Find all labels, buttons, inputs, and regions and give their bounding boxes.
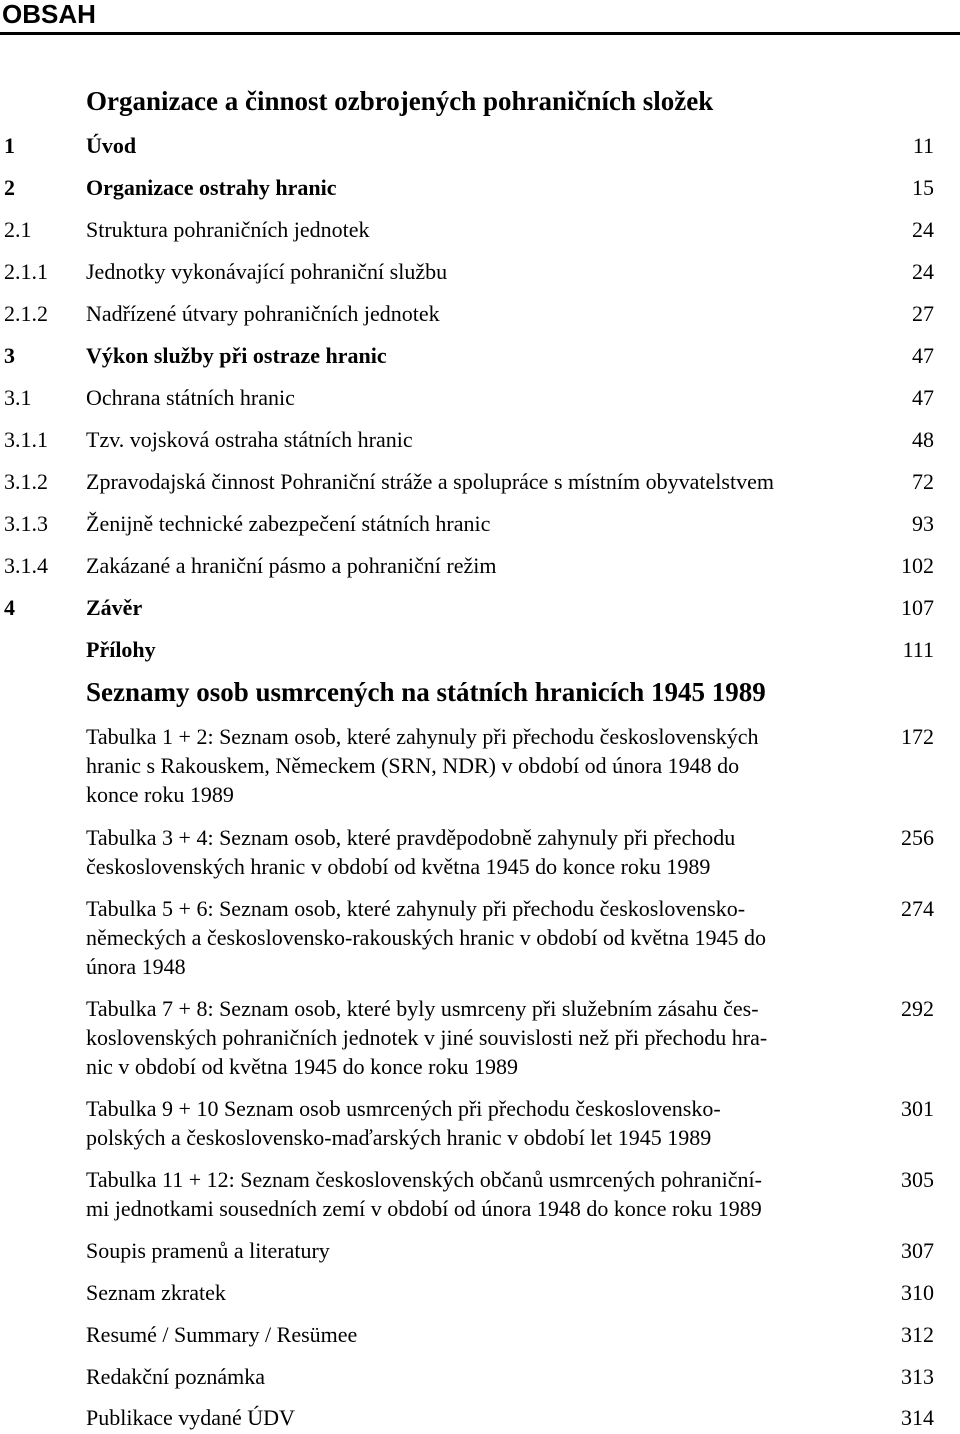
toc-number: 3.1.2 [4,469,48,494]
table-entry-page: 292 [901,996,934,1021]
toc-page: 47 [912,385,934,410]
toc-page: 27 [912,301,934,326]
toc-page: 48 [912,427,934,452]
table-entry-line: československých hranic v období od května 1945 do konce roku 1989 [86,854,711,879]
toc-number: 2.1.2 [4,301,48,326]
table-entry-title [86,1094,871,1152]
toc-title: Seznam zkratek [86,1280,226,1305]
table-entry-line: Tabulka 1 + 2: Seznam osob, které zahynuly při přechodu československých [86,724,759,749]
toc-page: 47 [912,343,934,368]
table-entry-title [86,823,871,881]
toc-title: Zpravodajská činnost Pohraniční stráže a spolupráce s místním obyvatelstvem [86,469,774,494]
toc-page: 314 [901,1405,934,1430]
toc-title: Ženijně technické zabezpečení státních hranic [86,511,491,536]
toc-page: 111 [902,637,934,662]
toc-title: Soupis pramenů a literatury [86,1238,330,1263]
table-entry-line: polských a československo-maďarských hranic v období let 1945 1989 [86,1125,712,1150]
toc-page: 72 [912,469,934,494]
table-entry-line: hranic s Rakouskem, Německem (SRN, NDR) v období od února 1948 do [86,753,740,778]
toc-page: 24 [912,259,934,284]
table-entry-page: 305 [901,1167,934,1192]
table-entry-line: německých a československo-rakouských hranic v období od května 1945 do [86,925,766,950]
toc-number: 2.1 [4,217,32,242]
toc-number: 3.1.4 [4,553,48,578]
table-entry-line: února 1948 [86,954,186,979]
table-entry-page: 256 [901,825,934,850]
table-entry-line: koslovenských pohraničních jednotek v jiné souvislosti než při přechodu hra- [86,1025,768,1050]
part1-title: Organizace a činnost ozbrojených pohraničních složek [86,86,714,116]
toc-page: 24 [912,217,934,242]
toc-title: Ochrana státních hranic [86,385,295,410]
toc-title: Závěr [86,595,143,620]
table-entry-page: 301 [901,1096,934,1121]
toc-number: 3.1 [4,385,32,410]
table-entry-line: mi jednotkami sousedních zemí v období od února 1948 do konce roku 1989 [86,1196,762,1221]
toc-page: 11 [912,133,934,158]
toc-title: Organizace ostrahy hranic [86,175,337,200]
table-entry-title [86,1165,871,1223]
page-heading: OBSAH [2,0,96,29]
toc-number: 2.1.1 [4,259,48,284]
toc-page: 310 [901,1280,934,1305]
toc-number: 3 [4,343,15,368]
toc-title: Tzv. vojsková ostraha státních hranic [86,427,413,452]
toc-title: Zakázané a hraniční pásmo a pohraniční režim [86,553,497,578]
toc-title: Přílohy [86,637,156,662]
toc-title: Výkon služby při ostraze hranic [86,343,387,368]
toc-number: 4 [4,595,15,620]
toc-number: 3.1.3 [4,511,48,536]
table-entry-line: Tabulka 7 + 8: Seznam osob, které byly usmrceny při služebním zásahu čes- [86,996,759,1021]
toc-page: 313 [901,1364,934,1389]
toc-number: 3.1.1 [4,427,48,452]
toc-page: 307 [901,1238,934,1263]
toc-page: 107 [901,595,934,620]
toc-number: 2 [4,175,15,200]
toc-page: 93 [912,511,934,536]
table-entry-title [86,894,871,981]
toc-title: Jednotky vykonávající pohraniční službu [86,259,448,284]
table-entry-line: nic v období od května 1945 do konce roku 1989 [86,1054,518,1079]
part2-title: Seznamy osob usmrcených na státních hranicích 1945 1989 [86,677,766,707]
toc-page: 312 [901,1322,934,1347]
table-entry-line: Tabulka 3 + 4: Seznam osob, které pravděpodobně zahynuly při přechodu [86,825,736,850]
table-entry-title [86,722,871,809]
toc-title: Resumé / Summary / Resümee [86,1322,358,1347]
table-entry-line: Tabulka 11 + 12: Seznam československých občanů usmrcených pohraniční- [86,1167,762,1192]
table-entry-page: 172 [901,724,934,749]
toc-page: 15 [912,175,934,200]
toc-title: Redakční poznámka [86,1364,265,1389]
toc-title: Úvod [86,133,137,158]
toc-number: 1 [4,133,15,158]
table-entry-title [86,994,871,1081]
table-entry-page: 274 [901,896,934,921]
toc-title: Publikace vydané ÚDV [86,1405,295,1430]
table-entry-line: Tabulka 5 + 6: Seznam osob, které zahynuly při přechodu československo- [86,896,746,921]
toc-title: Struktura pohraničních jednotek [86,217,370,242]
toc-page: 102 [901,553,934,578]
table-entry-line: Tabulka 9 + 10 Seznam osob usmrcených při přechodu československo- [86,1096,721,1121]
table-entry-line: konce roku 1989 [86,782,234,807]
heading-rule [0,32,960,35]
toc-title: Nadřízené útvary pohraničních jednotek [86,301,440,326]
